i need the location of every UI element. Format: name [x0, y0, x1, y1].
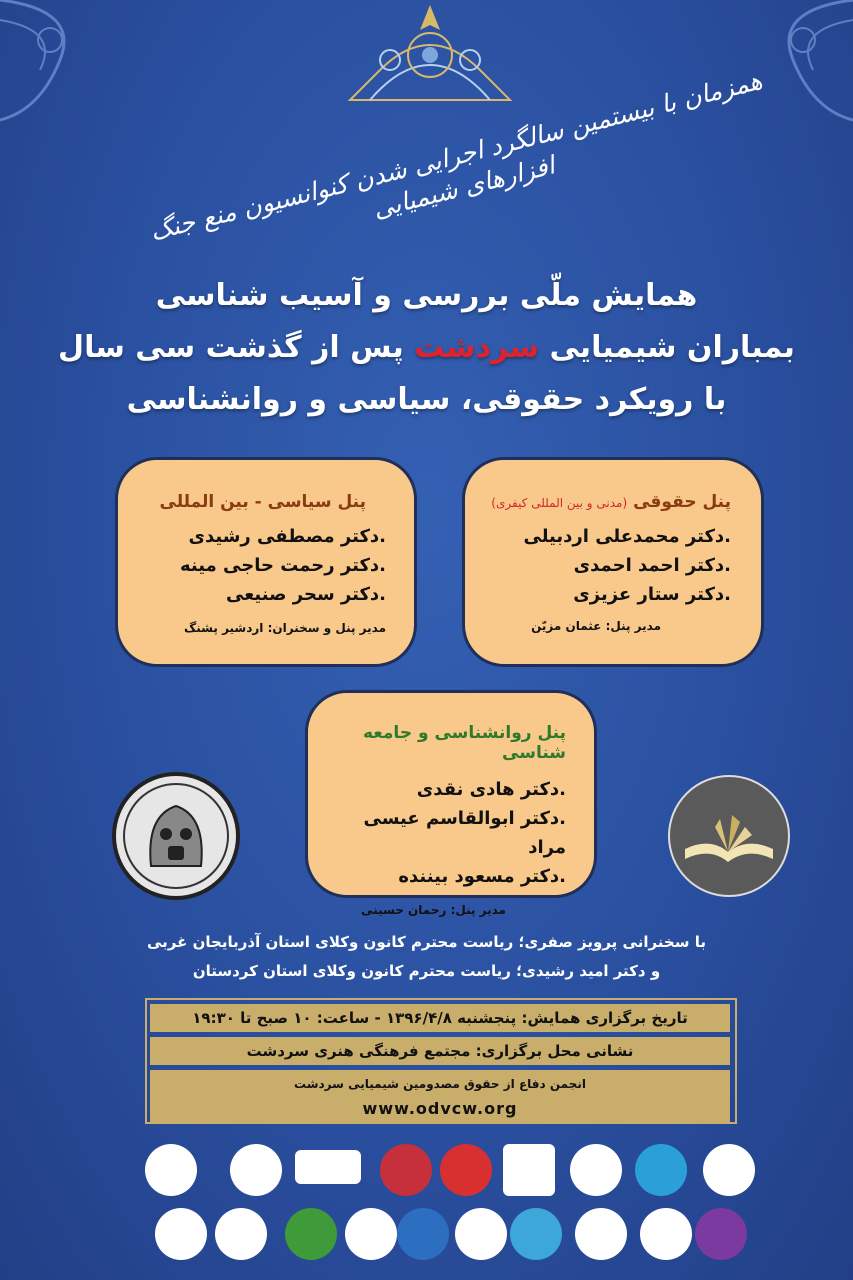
title-line-1: همایش ملّی بررسی و آسیب شناسی	[155, 278, 698, 313]
title-line-3: با رویکرد حقوقی، سیاسی و روانشناسی	[126, 382, 727, 417]
sponsor-logo	[230, 1144, 282, 1196]
sponsor-logo	[285, 1208, 337, 1260]
panel-heading: پنل سیاسی - بین المللی	[159, 492, 366, 512]
sponsor-logo	[455, 1208, 507, 1260]
speaker-item: .دکتر ستار عزیزی	[573, 584, 731, 605]
arabesque-ornament-icon	[330, 0, 530, 110]
speaker-item: .دکتر محمدعلی اردبیلی	[523, 526, 731, 547]
panel-card-political	[115, 457, 417, 667]
panel-manager: مدیر پنل: رحمان حسینی	[361, 903, 506, 917]
speaker-item: .دکتر سحر صنیعی	[226, 584, 386, 605]
date-bar: تاریخ برگزاری همایش: پنجشنبه ۱۳۹۶/۴/۸ - ساعت: ۱۰ صبح تا ۱۹:۳۰	[150, 1004, 730, 1032]
keynote-line-1: با سخنرانی پرویز صفری؛ ریاست محترم کانون وکلای استان آذربایجان غربی	[147, 933, 706, 951]
corner-ornament-left-icon	[0, 0, 160, 140]
sponsor-logo	[380, 1144, 432, 1196]
sponsor-logo	[503, 1144, 555, 1196]
speaker-list	[138, 522, 386, 609]
panel-card-legal	[462, 457, 764, 667]
title-line-2: بمباران شیمیایی سردشت پس از گذشت سی سال	[58, 330, 795, 365]
title-highlight: سردشت	[414, 330, 540, 365]
speaker-item: .دکتر رحمت حاجی مینه	[179, 555, 386, 576]
panel-manager: مدیر پنل و سخنران: اردشیر پشنگ	[183, 621, 386, 635]
sponsor-logo	[345, 1208, 397, 1260]
sponsor-logo	[703, 1144, 755, 1196]
sponsor-logo	[570, 1144, 622, 1196]
speaker-item: .دکتر مصطفی رشیدی	[188, 526, 386, 547]
sponsor-logo	[695, 1208, 747, 1260]
sponsor-logo	[145, 1144, 197, 1196]
speaker-list	[485, 522, 731, 609]
speaker-list	[328, 775, 566, 891]
event-subtitle: همزمان با بیستمین سالگرد اجرایی شدن کنوانسیون منع جنگ افزارهای شیمیایی	[147, 65, 765, 247]
keynote-line-2: و دکتر امید رشیدی؛ ریاست محترم کانون وکلای استان کردستان	[192, 962, 661, 980]
sponsor-logo	[440, 1144, 492, 1196]
speaker-item: .دکتر احمد احمدی	[573, 555, 731, 576]
speaker-item: .دکتر مسعود بیننده	[398, 866, 566, 887]
panel-heading: پنل روانشناسی و جامعه شناسی	[363, 723, 566, 763]
sponsor-logo	[215, 1208, 267, 1260]
sponsor-logo	[510, 1208, 562, 1260]
speaker-item: .دکتر ابوالقاسم عیسی مراد	[363, 808, 566, 858]
sponsor-logo	[155, 1208, 207, 1260]
sponsor-logo	[295, 1150, 361, 1184]
venue-bar: نشانی محل برگزاری: مجتمع فرهنگی هنری سردشت	[150, 1037, 730, 1065]
sponsor-logo	[575, 1208, 627, 1260]
website-bar[interactable]: www.odvcw.org	[150, 1096, 730, 1122]
event-title	[40, 270, 813, 426]
gas-mask-figure-icon	[116, 776, 236, 896]
organizer-bar: انجمن دفاع از حقوق مصدومین شیمیایی سردشت	[150, 1070, 730, 1098]
association-emblem	[112, 772, 240, 900]
panel-heading: پنل حقوقی (مدنی و بین المللی کیفری)	[491, 492, 731, 512]
sponsor-logo	[640, 1208, 692, 1260]
sponsor-logo	[635, 1144, 687, 1196]
panel-card-psychology	[305, 690, 597, 917]
book-emblem	[668, 775, 790, 897]
sponsor-logos	[135, 1138, 745, 1270]
sponsor-logo	[397, 1208, 449, 1260]
speaker-item: .دکتر هادی نقدی	[416, 779, 566, 800]
open-book-icon	[670, 777, 788, 895]
keynote-speakers	[30, 928, 823, 986]
panel-manager: مدیر پنل: عثمان مزیّن	[531, 619, 661, 633]
